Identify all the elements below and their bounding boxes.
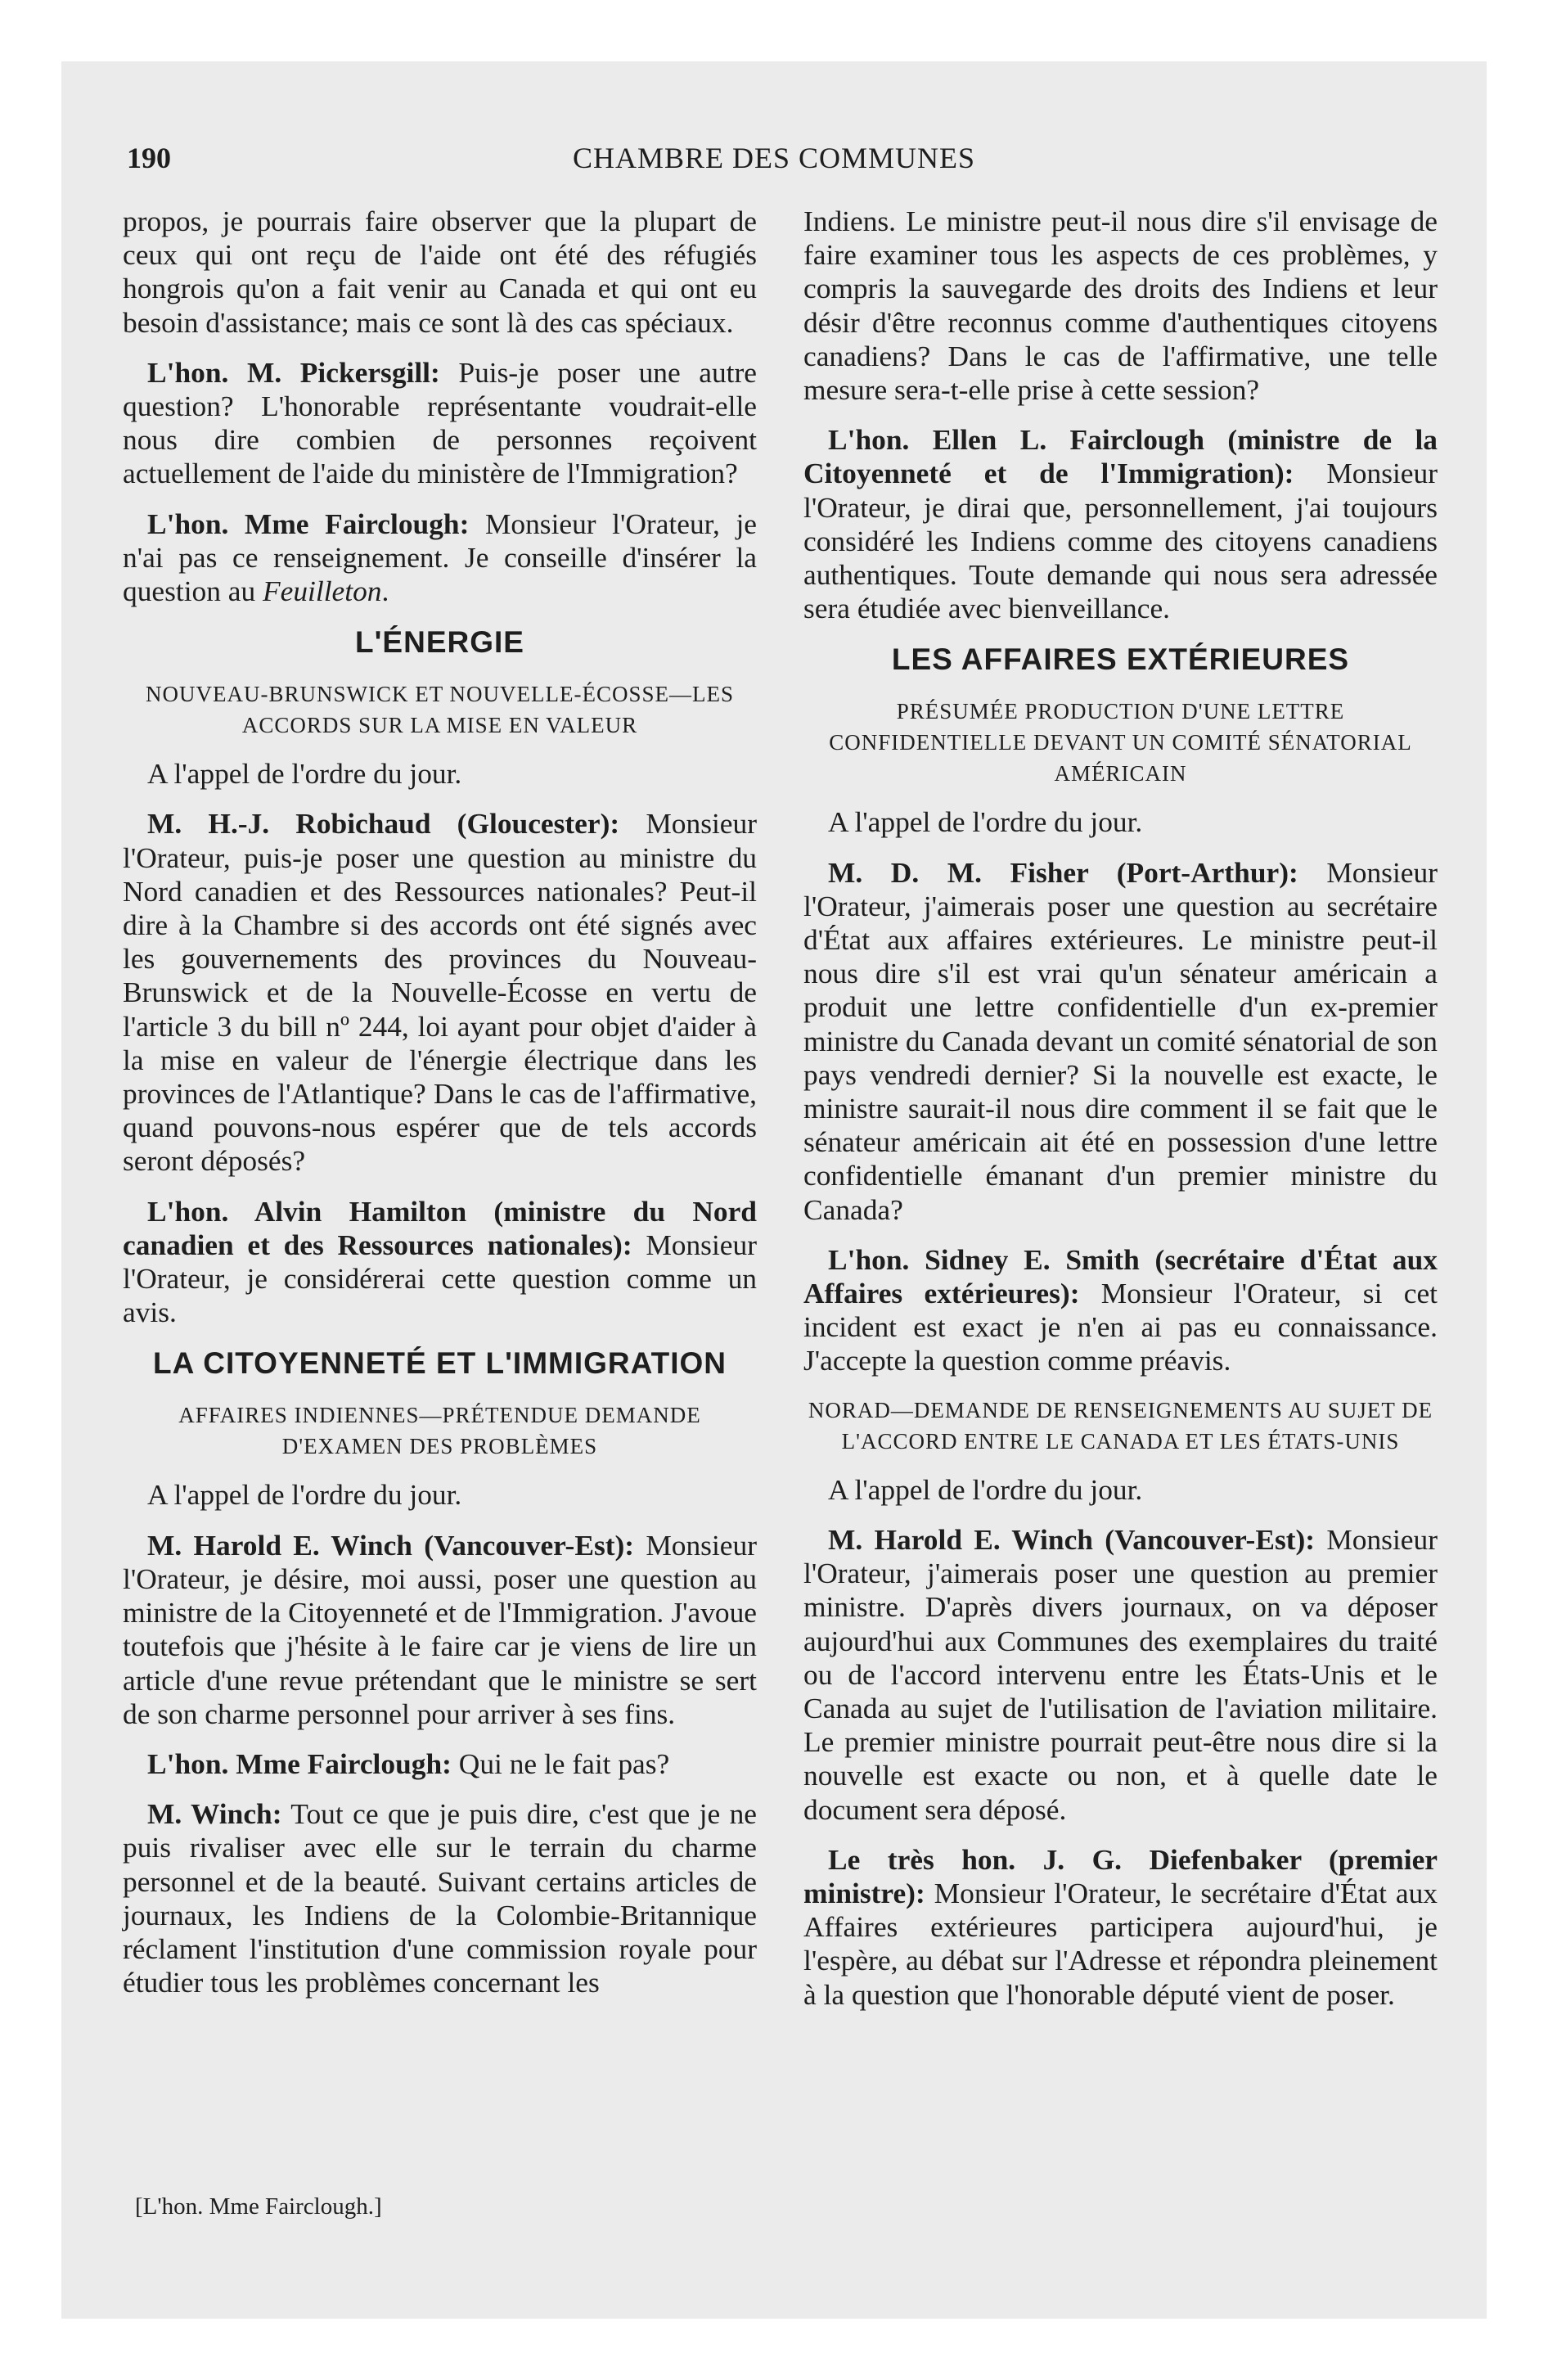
paragraph bbox=[123, 1529, 757, 1731]
paragraph: A l'appel de l'ordre du jour. bbox=[828, 1472, 1143, 1506]
speaker: Le très hon. J. G. Diefenbaker (premier ministre): bbox=[803, 1842, 1438, 1909]
subheading: AFFAIRES INDIENNES—PRÉTENDUE DEMANDE D'EXAMEN DES PROBLÈMES bbox=[178, 1403, 701, 1459]
running-head: CHAMBRE DES COMMUNES bbox=[572, 142, 976, 174]
subheading: PRÉSUMÉE PRODUCTION D'UNE LETTRE CONFIDENTIELLE DEVANT UN COMITÉ SÉNATORIAL AMÉRICAIN bbox=[829, 699, 1412, 787]
speech: Monsieur l'Orateur, je désire, moi aussi, poser une question au ministre de la Citoyenneté et de l'Immigration. J'avoue toutefois que j'hésite à le faire car je viens de lire un article d'une revue prétendant que le ministre se sert de son charme personnel pour arriver à ses fins. bbox=[123, 1528, 757, 1730]
speaker: M. D. M. Fisher (Port-Arthur): bbox=[828, 855, 1298, 889]
paragraph: Indiens. Le ministre peut-il nous dire s'il envisage de faire examiner tous les aspects de ces problèmes, y compris la sauvegarde des droits des Indiens et leur désir d'être reconnus comme d'authentiques citoyens canadiens? Dans le cas de l'affirmative, une telle mesure sera-t-elle prise à cette session? bbox=[803, 205, 1438, 407]
paragraph bbox=[803, 423, 1438, 625]
speaker: L'hon. Alvin Hamilton (ministre du Nord canadien et des Ressources nationales): bbox=[123, 1194, 757, 1261]
speaker: L'hon. Ellen L. Fairclough (ministre de la Citoyenneté et de l'Immigration): bbox=[803, 423, 1438, 490]
paragraph bbox=[123, 356, 757, 491]
paragraph: A l'appel de l'ordre du jour. bbox=[828, 805, 1143, 839]
speech: Monsieur l'Orateur, je considérerai cette question comme un avis. bbox=[123, 1228, 757, 1329]
speaker: L'hon. M. Pickersgill: bbox=[147, 355, 440, 389]
paragraph bbox=[803, 856, 1438, 1227]
speech: Monsieur l'Orateur, je dirai que, personnellement, j'ai toujours considéré les Indiens comme des citoyens canadiens authentiques. Toute demande qui nous sera adressée sera étudiée avec bienveillance. bbox=[803, 457, 1438, 625]
page-number: 190 bbox=[127, 142, 171, 174]
right-column bbox=[803, 205, 1438, 2028]
speech: Qui ne le fait pas? bbox=[451, 1747, 670, 1780]
paragraph bbox=[123, 1195, 757, 1330]
left-column bbox=[123, 205, 757, 2016]
paragraph bbox=[803, 1843, 1438, 2012]
speech: Monsieur l'Orateur, puis-je poser une question au ministre du Nord canadien et des Ressources nationales? Peut-il dire à la Chambre si des accords ont été signés avec les gouvernements des provinces du Nouveau-Brunswick et de la Nouvelle-Écosse en vertu de l'article 3 du bill nº 244, loi ayant pour objet d'aider à la mise en valeur de l'énergie électrique dans les provinces de l'Atlantique? Dans le cas de l'affirmative, quand pouvons-nous espérer que de tels accords seront déposés? bbox=[123, 807, 757, 1178]
section-heading: LA CITOYENNETÉ ET L'IMMIGRATION bbox=[153, 1346, 727, 1381]
speaker: M. Harold E. Winch (Vancouver-Est): bbox=[828, 1522, 1316, 1556]
speaker: L'hon. Sidney E. Smith (secrétaire d'État aux Affaires extérieures): bbox=[803, 1242, 1438, 1310]
speech: Monsieur l'Orateur, si cet incident est exact je n'en ai pas eu connaissance. J'accepte la question comme préavis. bbox=[803, 1277, 1438, 1377]
paragraph bbox=[123, 1797, 757, 1999]
section-heading: LES AFFAIRES EXTÉRIEURES bbox=[891, 642, 1350, 677]
speaker: L'hon. Mme Fairclough: bbox=[147, 1747, 452, 1780]
section-heading: L'ÉNERGIE bbox=[355, 625, 524, 660]
speaker: M. Harold E. Winch (Vancouver-Est): bbox=[147, 1528, 635, 1562]
speech: Monsieur l'Orateur, j'aimerais poser une question au secrétaire d'État aux affaires extérieures. Le ministre peut-il nous dire s'il est vrai qu'un sénateur américain a produit une lettre confidentielle d'un ex-premier ministre du Canada devant un comité sénatorial de son pays vendredi dernier? Si la nouvelle est exacte, le ministre saurait-il nous dire comment il se fait que le sénateur américain ait été en possession d'une lettre confidentielle émanant d'un premier ministre du Canada? bbox=[803, 855, 1438, 1226]
italic-title: Feuilleton bbox=[263, 575, 382, 608]
speaker: M. Winch: bbox=[147, 1797, 282, 1831]
subheading: NOUVEAU-BRUNSWICK ET NOUVELLE-ÉCOSSE—LES ACCORDS SUR LA MISE EN VALEUR bbox=[146, 682, 734, 738]
paragraph bbox=[803, 1243, 1438, 1378]
paragraph: A l'appel de l'ordre du jour. bbox=[147, 757, 462, 791]
paragraph bbox=[123, 807, 757, 1178]
speech: Tout ce que je puis dire, c'est que je ne puis rivaliser avec elle sur le terrain du charme personnel et de la beauté. Suivant certains articles de journaux, les Indiens de la Colombie-Britannique réclament l'institution d'une commission royale pour étudier tous les problèmes concernant les bbox=[123, 1797, 757, 1999]
subheading: NORAD—DEMANDE DE RENSEIGNEMENTS AU SUJET DE L'ACCORD ENTRE LE CANADA ET LES ÉTATS-UNIS bbox=[808, 1397, 1433, 1454]
paragraph bbox=[803, 1523, 1438, 1827]
paragraph: propos, je pourrais faire observer que la plupart de ceux qui ont reçu de l'aide ont été des réfugiés hongrois qu'on a fait venir au Canada et qui ont eu besoin d'assistance; mais ce sont là des cas spéciaux. bbox=[123, 205, 757, 339]
speech-end: . bbox=[381, 575, 389, 608]
speech: Monsieur l'Orateur, j'aimerais poser une question au premier ministre. D'après divers journaux, on va déposer aujourd'hui aux Communes des exemplaires du traité ou de l'accord intervenu entre les États-Unis et le Canada au sujet de l'utilisation de l'aviation militaire. Le premier ministre pourrait peut-être nous dire si la nouvelle est exacte ou non, et à quelle date le document sera déposé. bbox=[803, 1522, 1438, 1826]
paragraph bbox=[123, 1747, 757, 1781]
paragraph: A l'appel de l'ordre du jour. bbox=[147, 1478, 462, 1512]
speaker: M. H.-J. Robichaud (Gloucester): bbox=[147, 807, 620, 841]
speech: Puis-je poser une autre question? L'honorable représentante voudrait-elle nous dire combien de personnes reçoivent actuellement de l'aide du ministère de l'Immigration? bbox=[123, 355, 757, 490]
speech: Monsieur l'Orateur, le secrétaire d'État aux Affaires extérieures participera aujourd'hui, je l'espère, au débat sur l'Adresse et répondra pleinement à la question que l'honorable député vient de poser. bbox=[803, 1876, 1438, 2011]
paragraph bbox=[123, 507, 757, 609]
speech: Monsieur l'Orateur, je n'ai pas ce renseignement. Je conseille d'insérer la question au bbox=[123, 507, 757, 608]
footer-note: [L'hon. Mme Fairclough.] bbox=[135, 2193, 382, 2220]
speaker: L'hon. Mme Fairclough: bbox=[147, 507, 470, 540]
